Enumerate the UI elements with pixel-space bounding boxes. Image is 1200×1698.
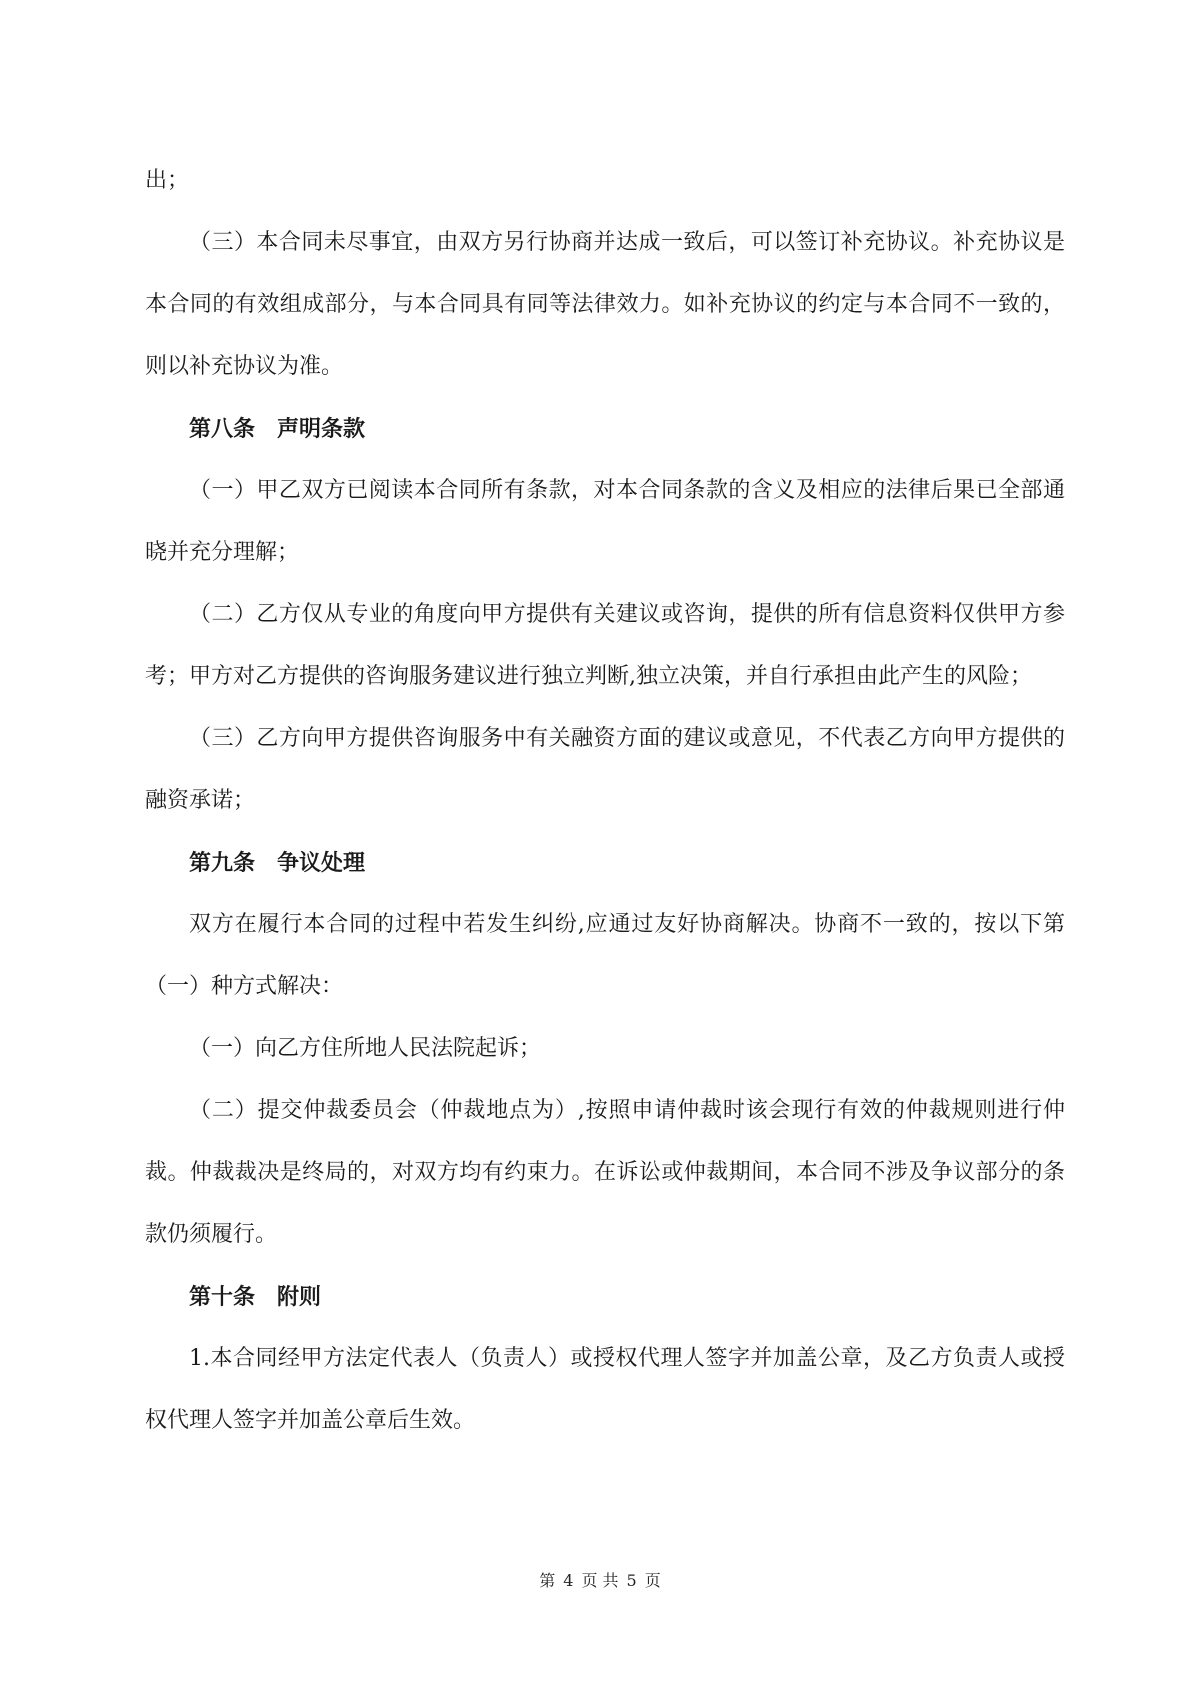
section-heading: 第十条 附则 <box>189 1284 322 1310</box>
footer-current-page: 4 <box>563 1571 574 1590</box>
body-paragraph: （二）提交仲裁委员会（仲裁地点为）,按照申请仲裁时该会现行有效的仲裁规则进行仲裁。仲裁裁决是终局的，对双方均有约束力。在诉讼或仲裁期间，本合同不涉及争议部分的条款仍须履行。 <box>145 1098 1065 1247</box>
footer-suffix: 页 <box>644 1571 661 1590</box>
section-heading: 第八条 声明条款 <box>189 416 366 442</box>
footer-prefix: 第 <box>539 1571 556 1590</box>
body-paragraph: 出； <box>145 168 190 193</box>
document-body <box>145 150 1065 1452</box>
body-paragraph: （二）乙方仅从专业的角度向甲方提供有关建议或咨询，提供的所有信息资料仅供甲方参考；甲方对乙方提供的咨询服务建议进行独立判断,独立决策，并自行承担由此产生的风险； <box>145 602 1065 689</box>
body-paragraph: （三）乙方向甲方提供咨询服务中有关融资方面的建议或意见，不代表乙方向甲方提供的融资承诺； <box>145 726 1065 813</box>
body-paragraph: （三）本合同未尽事宜，由双方另行协商并达成一致后，可以签订补充协议。补充协议是本合同的有效组成部分，与本合同具有同等法律效力。如补充协议的约定与本合同不一致的，则以补充协议为准。 <box>145 230 1065 379</box>
footer-middle: 页 共 <box>581 1571 619 1590</box>
body-paragraph: 1.本合同经甲方法定代表人（负责人）或授权代理人签字并加盖公章，及乙方负责人或授权代理人签字并加盖公章后生效。 <box>145 1346 1065 1433</box>
body-paragraph: 双方在履行本合同的过程中若发生纠纷,应通过友好协商解决。协商不一致的，按以下第（一）种方式解决： <box>145 912 1065 999</box>
page-footer <box>0 1568 1200 1591</box>
section-heading: 第九条 争议处理 <box>189 850 366 876</box>
body-paragraph: （一）甲乙双方已阅读本合同所有条款，对本合同条款的含义及相应的法律后果已全部通晓并充分理解； <box>145 478 1065 565</box>
body-paragraph: （一）向乙方住所地人民法院起诉； <box>189 1036 542 1061</box>
footer-total-pages: 5 <box>626 1571 637 1590</box>
